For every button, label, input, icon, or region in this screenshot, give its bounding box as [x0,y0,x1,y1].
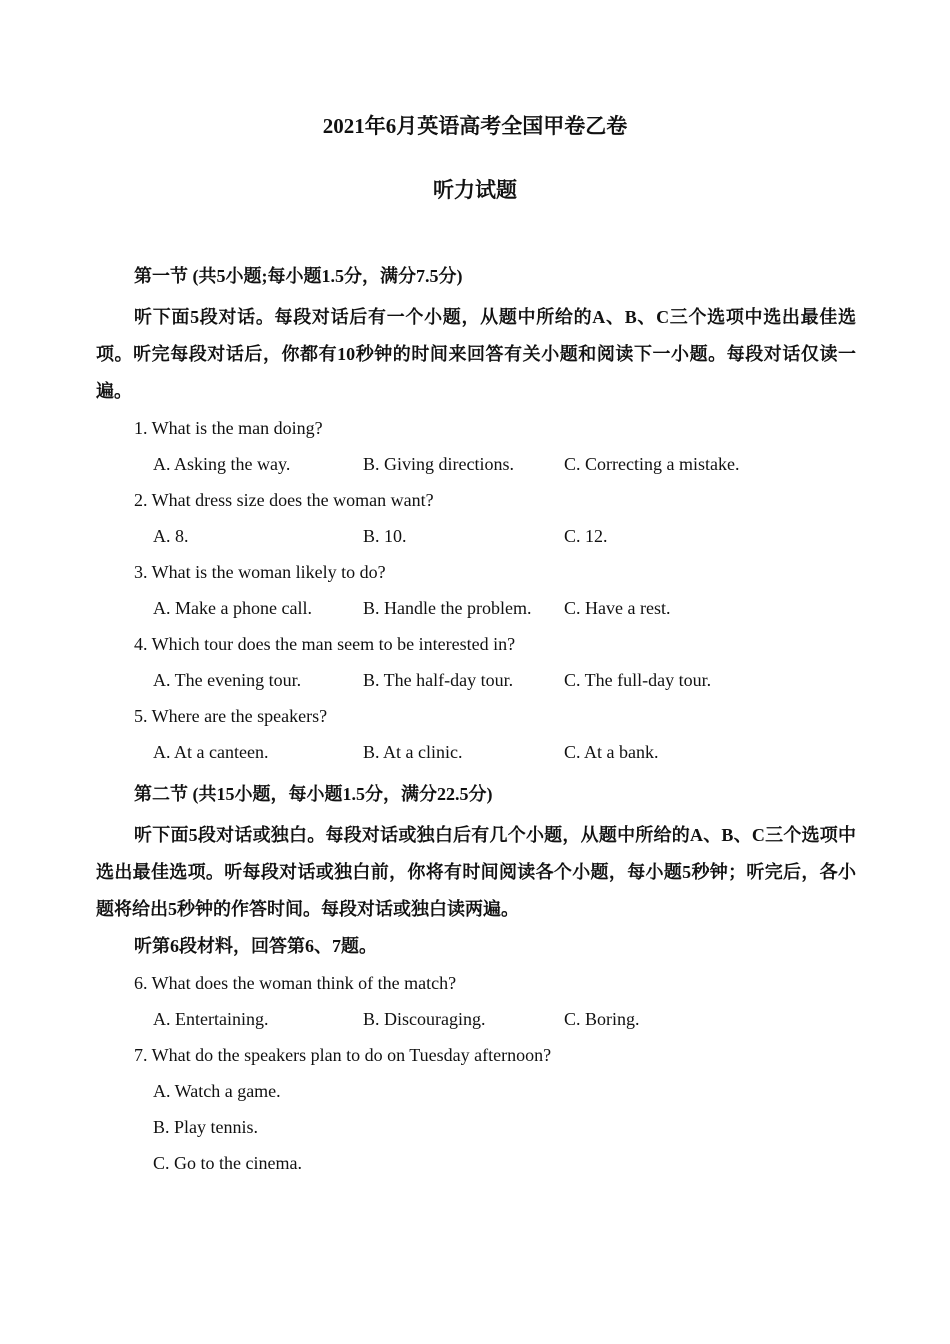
option-b: B. The half-day tour. [363,670,514,690]
option-a: A. Watch a game. [153,1081,281,1101]
question-6 [96,965,856,1037]
question-options [96,518,856,554]
material-6-heading: 听第6段材料，回答第6、7题。 [134,936,377,956]
question-5 [96,698,856,770]
option-b: B. Handle the problem. [363,598,532,618]
option-a: A. The evening tour. [153,670,302,690]
question-text: 7. What do the speakers plan to do on Tuesday afternoon? [134,1045,552,1065]
option-a: A. Entertaining. [153,1009,269,1029]
section1-heading: 第一节 (共5小题;每小题1.5分，满分7.5分) [134,266,463,286]
question-text: 5. Where are the speakers? [134,706,328,726]
question-3 [96,554,856,626]
question-text: 6. What does the woman think of the match? [134,973,457,993]
question-text: 4. Which tour does the man seem to be interested in? [134,634,516,654]
option-b: B. Giving directions. [363,454,514,474]
question-options [96,590,856,626]
question-1 [96,410,856,482]
question-text: 2. What dress size does the woman want? [134,490,434,510]
option-b: B. 10. [363,526,407,546]
option-c: C. Boring. [564,1009,640,1029]
exam-content [96,258,856,1181]
question-2 [96,482,856,554]
option-b: B. Play tennis. [153,1117,259,1137]
option-c: C. Correcting a mistake. [564,454,740,474]
option-b: B. Discouraging. [363,1009,486,1029]
option-c: C. At a bank. [564,742,659,762]
option-a: A. 8. [153,526,189,546]
option-c: C. The full-day tour. [564,670,712,690]
section2-heading: 第二节 (共15小题，每小题1.5分，满分22.5分) [134,784,493,804]
section2-instruction: 听下面5段对话或独白。每段对话或独白后有几个小题，从题中所给的A、B、C三个选项中选出最佳选项。听每段对话或独白前，你将有时间阅读各个小题，每小题5秒钟；听完后，各小题将给出5秒钟的作答时间。每段对话或独白读两遍。 [96,825,856,919]
question-text: 3. What is the woman likely to do? [134,562,386,582]
question-options [96,734,856,770]
option-c: C. 12. [564,526,608,546]
question-4 [96,626,856,698]
question-text: 1. What is the man doing? [134,418,323,438]
option-a: A. Make a phone call. [153,598,312,618]
question-options [96,1001,856,1037]
option-c: C. Have a rest. [564,598,671,618]
option-b: B. At a clinic. [363,742,463,762]
option-c: C. Go to the cinema. [153,1153,302,1173]
option-a: A. Asking the way. [153,454,291,474]
question-options [96,662,856,698]
page-subtitle: 听力试题 [433,178,517,202]
question-options [96,446,856,482]
question-7 [96,1037,856,1181]
page-title: 2021年6月英语高考全国甲卷乙卷 [322,114,628,138]
option-a: A. At a canteen. [153,742,269,762]
section1-instruction: 听下面5段对话。每段对话后有一个小题，从题中所给的A、B、C三个选项中选出最佳选项。听完每段对话后，你都有10秒钟的时间来回答有关小题和阅读下一小题。每段对话仅读一遍。 [96,307,857,401]
